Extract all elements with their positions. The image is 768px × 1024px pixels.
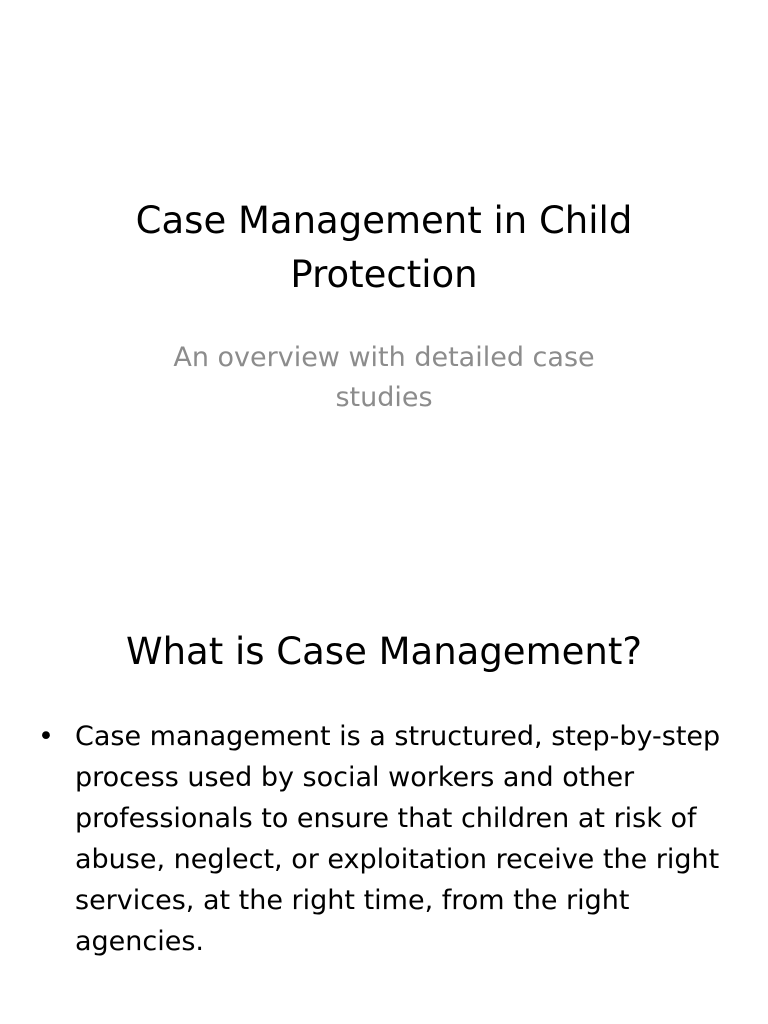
bullet-marker-icon: •	[38, 721, 54, 752]
bullet-list	[38, 716, 728, 962]
title-block	[0, 194, 768, 418]
presentation-title: Case Management in Child Protection	[135, 199, 633, 296]
content-slide	[0, 576, 768, 1024]
presentation-subtitle: An overview with detailed case studies	[173, 342, 595, 413]
bullet-text: Case management is a structured, step-by-step process used by social workers and other professionals to ensure that children at risk of abuse, neglect, or exploitation receive the right services, at the right time, from the right agencies.	[75, 721, 721, 957]
bullet-item	[38, 716, 728, 962]
slide-title: What is Case Management?	[126, 630, 642, 673]
